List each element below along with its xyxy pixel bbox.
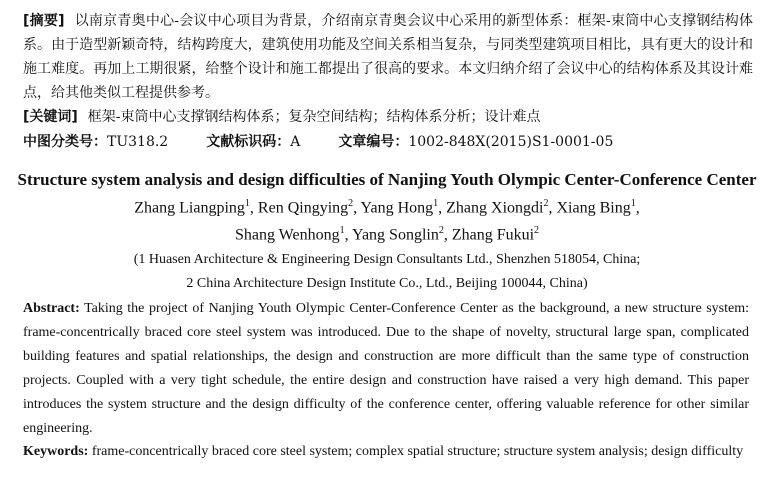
english-abstract-text: Taking the project of Nanjing Youth Olympic Center-Conference Center as the background, a new structure system: frame-concentrically braced core steel system was introduced. Due to the shape of novelty, structural large span, complicated building features and spatial relationships, the design and construction are more difficult than the same type of construction projects. Coupled with a very tight schedule, the entire design and construction have raised a very high demand. This paper introduces the system structure and the design difficulty of the conference center, offering valuable reference for other similar engineering.	[23, 301, 749, 436]
clc-value: TU318.2	[107, 134, 169, 150]
chinese-abstract-text: 以南京青奥中心-会议中心项目为背景，介绍南京青奥会议中心采用的新型体系：框架-束筒中心支撑钢结构体系。由于造型新颖奇特，结构跨度大，建筑使用功能及空间关系相当复杂，与同类型建筑项目相比，具有更大的设计和施工难度。再加上工期很紧，给整个设计和施工都提出了很高的要求。本文归纳介绍了会议中心的结构体系及其设计难点，给其他类似工程提供参考。	[23, 13, 753, 101]
article-no-label: 文章编号：	[338, 134, 409, 150]
author-affiliation-mark: 1	[433, 198, 439, 209]
author-affiliation-mark: 1	[244, 198, 250, 209]
english-keywords	[23, 440, 749, 464]
doc-code-label: 文献标识码：	[206, 134, 291, 150]
chinese-keywords-label: [关键词]	[23, 109, 78, 125]
author-name: Ren Qingying	[257, 199, 349, 217]
classification-line	[23, 130, 613, 154]
author-name: Zhang Fukui	[451, 226, 535, 244]
english-abstract-label: Abstract:	[23, 301, 80, 316]
author-affiliation-mark: 1	[339, 225, 345, 236]
chinese-abstract	[23, 9, 753, 105]
affiliation-1: (1 Huasen Architecture & Engineering Design Consultants Ltd., Shenzhen 518054, China;	[133, 252, 641, 267]
author-name: Zhang Liangping	[134, 199, 245, 217]
author-name: Xiang Bing	[556, 199, 631, 217]
clc-label: 中图分类号：	[23, 134, 107, 150]
author-affiliation-mark: 2	[348, 198, 354, 209]
article-no-value: 1002-848X(2015)S1-0001-05	[408, 134, 614, 150]
author-affiliation-mark: 2	[534, 225, 540, 236]
chinese-keywords	[23, 105, 541, 129]
author-name: Yang Songlin	[351, 226, 439, 244]
author-name: Yang Hong	[360, 199, 434, 217]
author-affiliation-mark: 2	[438, 225, 444, 236]
doc-code-value: A	[290, 134, 301, 150]
chinese-abstract-label: [摘要]	[23, 13, 65, 29]
author-name: Shang Wenhong	[234, 226, 340, 244]
author-line-2: Shang Wenhong$^1$, Yang Songlin$^2$, Zhang Fukui$^2$	[234, 225, 540, 244]
english-keywords-text: frame-concentrically braced core steel system; complex spatial structure; structure system analysis; design difficulty	[91, 444, 744, 459]
author-affiliation-mark: 2	[543, 198, 549, 209]
author-affiliation-mark: 1	[630, 198, 636, 209]
author-line-1: Zhang Liangping$^1$, Ren Qingying$^2$, Yang Hong$^1$, Zhang Xiongdi$^2$, Xiang Bing$^1$,	[134, 198, 640, 217]
english-keywords-label: Keywords:	[23, 444, 89, 459]
english-abstract	[23, 297, 749, 441]
chinese-keywords-text: 框架-束筒中心支撑钢结构体系；复杂空间结构；结构体系分析；设计难点	[87, 109, 541, 125]
author-name: Zhang Xiongdi	[446, 199, 544, 217]
english-title: Structure system analysis and design difficulties of Nanjing Youth Olympic Center-Conference Center	[17, 170, 757, 189]
affiliation-2: 2 China Architecture Design Institute Co., Ltd., Beijing 100044, China)	[186, 276, 588, 291]
